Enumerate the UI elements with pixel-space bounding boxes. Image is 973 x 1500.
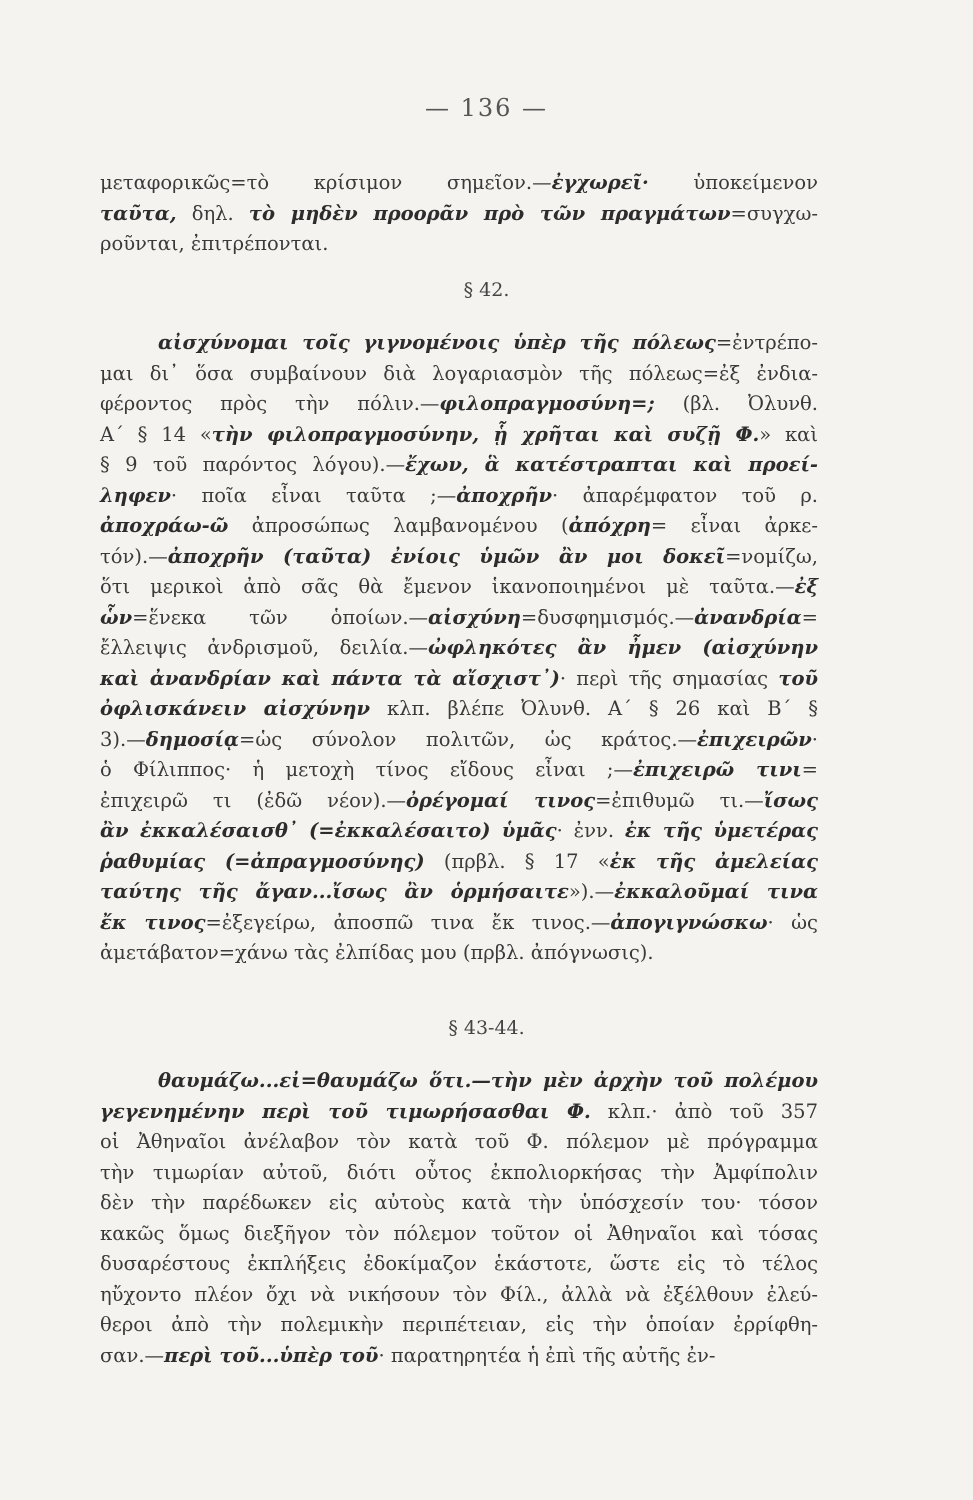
text-line bbox=[100, 816, 818, 847]
lemma-text: τὴν φιλοπραγμοσύνην, ᾗ χρῆται καὶ συζῇ Φ. bbox=[211, 422, 760, 446]
lemma-text: ἀποχράω-ῶ bbox=[100, 514, 229, 537]
lemma-text: ὀρέγομαί τινος bbox=[406, 788, 596, 812]
lemma-text: ἐκ τῆς ὑμετέρας bbox=[624, 819, 818, 842]
gloss-text: κλπ.· ἀπὸ τοῦ 357 bbox=[590, 1099, 818, 1123]
gloss-text: ὑποκείμενον bbox=[648, 171, 818, 194]
text-line bbox=[100, 847, 818, 878]
text-line bbox=[100, 199, 818, 230]
gloss-text: =ἐντρέπο- bbox=[715, 331, 818, 354]
gloss-text: · περὶ τῆς σημασίας bbox=[559, 666, 779, 690]
section-heading-43-44: § 43-44. bbox=[448, 1017, 525, 1039]
gloss-text: δηλ. bbox=[176, 201, 249, 225]
gloss-text: Α΄ § 14 « bbox=[100, 422, 212, 446]
lemma-text: ἐκ τῆς ἀμελείας bbox=[609, 849, 818, 873]
gloss-text: μεταφορικῶς=τὸ κρίσιμον σημεῖον.— bbox=[100, 171, 552, 194]
text-line bbox=[100, 420, 818, 451]
paragraph-intro bbox=[100, 168, 818, 260]
gloss-text: ὁ Φίλιππος· ἡ μετοχὴ τίνος εἴδους εἶναι ;— bbox=[100, 758, 634, 781]
gloss-text: » καὶ bbox=[759, 422, 818, 446]
gloss-text: = bbox=[801, 605, 818, 629]
lemma-text: ἴσως bbox=[763, 788, 818, 812]
text-line bbox=[100, 168, 818, 199]
gloss-text: 3).— bbox=[100, 727, 146, 751]
text-line bbox=[100, 572, 818, 603]
text-line bbox=[100, 1310, 818, 1341]
lemma-text: γεγενημένην περὶ τοῦ τιμωρήσασθαι Φ. bbox=[100, 1099, 591, 1123]
lemma-text: ἐγχωρεῖ· bbox=[551, 171, 649, 194]
gloss-text: =ἐπιθυμῶ τι.— bbox=[595, 788, 764, 812]
text-line bbox=[100, 664, 818, 695]
text-line bbox=[100, 542, 818, 573]
gloss-text: ἔλλειψις ἀνδρισμοῦ, δειλία.— bbox=[100, 636, 428, 659]
lemma-text: ἀπογιγνώσκω bbox=[610, 910, 768, 934]
text-line bbox=[100, 1097, 818, 1128]
lemma-text: ἐπιχειρῶν bbox=[697, 727, 812, 751]
gloss-text: κακῶς ὅμως διεξῆγον τὸν πόλεμον τοῦτον οἱ Ἀθηναῖοι καὶ τόσας bbox=[100, 1221, 818, 1245]
gloss-text: = bbox=[801, 758, 819, 781]
gloss-text: · ὡς bbox=[767, 910, 818, 934]
paragraph-section-42 bbox=[100, 328, 818, 969]
lemma-text: ῥαθυμίας (=ἀπραγμοσύνης) bbox=[100, 849, 425, 873]
lemma-text: ἀποχρῆν bbox=[456, 483, 553, 507]
gloss-text: = εἶναι ἀρκε- bbox=[650, 514, 819, 537]
gloss-text: (πρβλ. § 17 « bbox=[424, 849, 610, 873]
gloss-text: ἐπιχειρῶ τι (ἐδῶ νέον).— bbox=[100, 788, 407, 812]
gloss-text: ἀμετάβατον=χάνω τὰς ἐλπίδας μου (πρβλ. ἀπόγνωσις). bbox=[100, 941, 654, 964]
gloss-text: · bbox=[811, 727, 818, 751]
text-line bbox=[100, 603, 818, 634]
text-line bbox=[100, 1188, 818, 1219]
text-line bbox=[100, 481, 818, 512]
text-line bbox=[100, 938, 818, 969]
gloss-text: · παρατηρητέα ἡ ἐπὶ τῆς αὐτῆς ἐν- bbox=[378, 1343, 716, 1367]
gloss-text: · ἐνν. bbox=[556, 819, 625, 842]
lemma-text: περὶ τοῦ...ὑπὲρ τοῦ bbox=[164, 1343, 379, 1367]
gloss-text: · ἀπαρέμφατον τοῦ ρ. bbox=[552, 483, 819, 507]
gloss-text: σαν.— bbox=[100, 1343, 165, 1367]
text-line bbox=[100, 1066, 818, 1097]
gloss-text: =συγχω- bbox=[730, 201, 818, 225]
gloss-text: ὅτι μερικοὶ ἀπὸ σᾶς θὰ ἔμενον ἱκανοποιημένοι μὲ ταῦτα.— bbox=[100, 575, 795, 598]
text-line bbox=[100, 1127, 818, 1158]
gloss-text: θεροι ἀπὸ τὴν πολεμικὴν περιπέτειαν, εἰς τὴν ὁποίαν ἐρρίφθη- bbox=[100, 1313, 818, 1336]
lemma-text: ἐπιχειρῶ τινι bbox=[633, 758, 802, 781]
gloss-text: τὴν τιμωρίαν αὐτοῦ, διότι οὗτος ἐκπολιορκήσας τὴν Ἀμφίπολιν bbox=[100, 1160, 818, 1184]
gloss-text: ροῦνται, ἐπιτρέπονται. bbox=[100, 232, 329, 255]
lemma-text: καὶ ἀνανδρίαν καὶ πάντα τὰ αἴσχιστ᾽) bbox=[100, 666, 560, 690]
lemma-text: αἰσχύνομαι τοῖς γιγνομένοις ὑπὲρ τῆς πόλεως bbox=[158, 331, 716, 354]
lemma-text: τὸ μηδὲν προορᾶν πρὸ τῶν πραγμάτων bbox=[248, 201, 731, 225]
lemma-text: ὀφλισκάνειν αἰσχύνην bbox=[100, 697, 371, 720]
gloss-text: δὲν τὴν παρέδωκεν εἰς αὐτοὺς κατὰ τὴν ὑπόσχεσίν του· τόσον bbox=[100, 1191, 818, 1214]
text-line bbox=[100, 755, 818, 786]
text-line bbox=[100, 1341, 818, 1372]
gloss-text: =ἕνεκα τῶν ὁποίων.— bbox=[132, 605, 429, 629]
text-line bbox=[100, 359, 818, 390]
lemma-text: δημοσίᾳ bbox=[145, 727, 240, 751]
gloss-text: τόν).— bbox=[100, 544, 168, 568]
gloss-text: (βλ. Ὀλυνθ. bbox=[654, 392, 818, 415]
gloss-text: =ἐξεγείρω, ἀποσπῶ τινα ἔκ τινος.— bbox=[205, 910, 611, 934]
lemma-text: ἀπόχρη bbox=[568, 514, 651, 537]
gloss-text: · ποῖα εἶναι ταῦτα ;— bbox=[170, 483, 457, 507]
text-line bbox=[100, 511, 818, 542]
text-line bbox=[100, 328, 818, 359]
text-line bbox=[100, 877, 818, 908]
text-line bbox=[100, 389, 818, 420]
page-number: — 136 — bbox=[424, 94, 549, 122]
lemma-text: ἀποχρῆν (ταῦτα) ἐνίοις ὑμῶν ἂν μοι δοκεῖ bbox=[167, 544, 726, 568]
gloss-text: οἱ Ἀθηναῖοι ἀνέλαβον τὸν κατὰ τοῦ Φ. πόλεμον μὲ πρόγραμμα bbox=[100, 1130, 818, 1153]
lemma-text: ἐξ bbox=[794, 575, 818, 598]
lemma-text: φιλοπραγμοσύνη=; bbox=[439, 392, 655, 415]
text-line bbox=[100, 229, 818, 260]
lemma-text: ὧν bbox=[100, 605, 133, 629]
gloss-text: ηὔχοντο πλέον ὄχι νὰ νικήσουν τὸν Φίλ., ἀλλὰ νὰ ἐξέλθουν ἐλεύ- bbox=[100, 1282, 818, 1306]
gloss-text: =δυσφημισμός.— bbox=[520, 605, 695, 629]
section-heading-42: § 42. bbox=[463, 279, 510, 301]
text-line bbox=[100, 725, 818, 756]
text-line bbox=[100, 786, 818, 817]
gloss-text: ἀπροσώπως λαμβανομένου ( bbox=[228, 514, 569, 537]
lemma-text: τοῦ bbox=[778, 666, 818, 690]
gloss-text: μαι δι᾽ ὅσα συμβαίνουν διὰ λογαριασμὸν τῆς πόλεως=ἐξ ἐνδια- bbox=[100, 361, 818, 385]
gloss-text: =νομίζω, bbox=[725, 544, 818, 568]
lemma-text: ἀνανδρία bbox=[694, 605, 802, 629]
paragraph-section-43-44 bbox=[100, 1066, 818, 1371]
lemma-text: ληφεν bbox=[100, 483, 171, 507]
gloss-text: § 9 τοῦ παρόντος λόγου).— bbox=[100, 453, 406, 476]
text-line bbox=[100, 908, 818, 939]
lemma-text: αἰσχύνη bbox=[428, 605, 521, 629]
lemma-text: ταῦτα, bbox=[100, 201, 177, 225]
lemma-text: θαυμάζω...εἰ=θαυμάζω ὅτι.—τὴν μὲν ἀρχὴν τοῦ πολέμου bbox=[158, 1069, 818, 1092]
lemma-text: ὠφληκότες ἂν ἦμεν (αἰσχύνην bbox=[427, 636, 818, 659]
lemma-text: ἂν ἐκκαλέσαισθ᾽ (=ἐκκαλέσαιτο) ὑμᾶς bbox=[100, 819, 557, 842]
gloss-text: »).— bbox=[568, 880, 615, 903]
gloss-text: δυσαρέστους ἐκπλήξεις ἐδοκίμαζον ἑκάστοτε, ὥστε εἰς τὸ τέλος bbox=[100, 1252, 818, 1275]
lemma-text: ἔκ τινος bbox=[100, 910, 206, 934]
text-line bbox=[100, 1249, 818, 1280]
text-line bbox=[100, 633, 818, 664]
text-line bbox=[100, 450, 818, 481]
lemma-text: ἔχων, ἃ κατέστραπται καὶ προεί- bbox=[405, 453, 818, 476]
text-line bbox=[100, 1280, 818, 1311]
gloss-text: =ὡς σύνολον πολιτῶν, ὡς κράτος.— bbox=[239, 727, 698, 751]
text-line bbox=[100, 694, 818, 725]
text-line bbox=[100, 1219, 818, 1250]
gloss-text: φέροντος πρὸς τὴν πόλιν.— bbox=[100, 392, 440, 415]
gloss-text: κλπ. βλέπε Ὀλυνθ. Α΄ § 26 καὶ Β΄ § bbox=[370, 697, 818, 720]
lemma-text: ταύτης τῆς ἄγαν...ἴσως ἂν ὁρμήσαιτε bbox=[100, 880, 569, 903]
text-line bbox=[100, 1158, 818, 1189]
lemma-text: ἐκκαλοῦμαί τινα bbox=[614, 880, 818, 903]
